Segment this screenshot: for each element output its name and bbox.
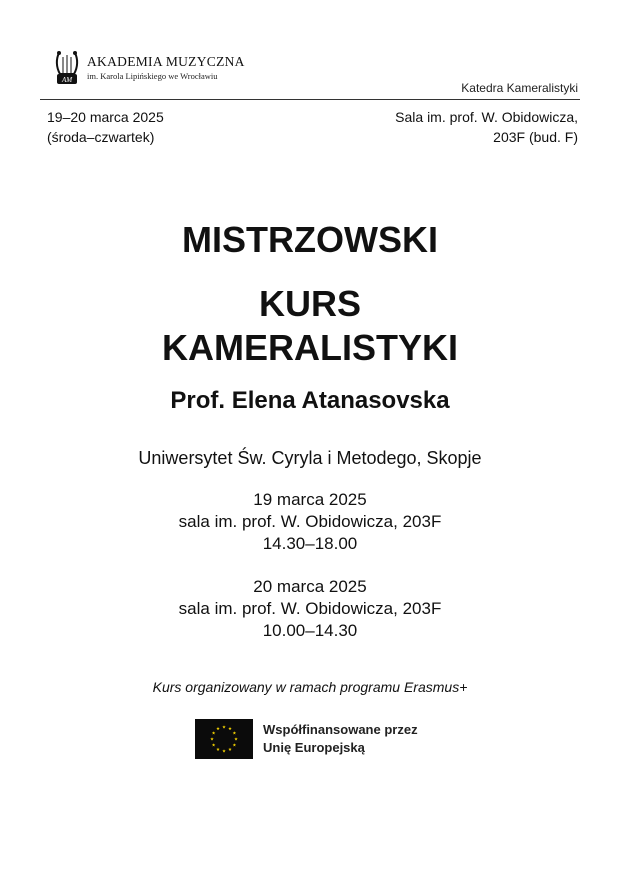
erasmus-note: Kurs organizowany w ramach programu Erasmus+	[152, 679, 468, 695]
event-venue	[395, 107, 578, 147]
eu-star-icon	[228, 727, 231, 730]
eu-badge-text	[263, 721, 418, 757]
eu-star-icon	[216, 748, 219, 751]
university-name: Uniwersytet Św. Cyryla i Metodego, Skopje	[138, 448, 482, 468]
lecturer-name: Prof. Elena Atanasovska	[170, 387, 450, 414]
session-time: 14.30–18.00	[262, 534, 358, 553]
eu-star-icon	[216, 727, 219, 730]
event-dates	[47, 107, 164, 147]
department-name: Katedra Kameralistyki	[461, 81, 578, 95]
session-1	[0, 489, 620, 555]
lyre-logo-icon	[53, 49, 81, 87]
session-2	[0, 576, 620, 642]
title-line-2: KURS	[258, 283, 361, 324]
venue-line-2: 203F (bud. F)	[493, 129, 578, 145]
institution-subtitle: im. Karola Lipińskiego we Wrocławiu	[87, 71, 218, 81]
eu-star-icon	[228, 748, 231, 751]
eu-star-icon	[234, 737, 237, 740]
event-days: (środa–czwartek)	[47, 129, 155, 145]
eu-star-icon	[222, 749, 225, 752]
eu-cofunding-badge	[195, 719, 418, 759]
eu-star-icon	[210, 737, 213, 740]
title-line-3: KAMERALISTYKI	[162, 327, 458, 368]
session-date: 19 marca 2025	[253, 490, 367, 509]
header-divider	[40, 99, 580, 100]
session-time: 10.00–14.30	[262, 621, 358, 640]
title-line-1: MISTRZOWSKI	[182, 219, 438, 260]
institution-name: AKADEMIA MUZYCZNA	[87, 54, 245, 69]
svg-text:AM: AM	[61, 76, 73, 84]
eu-badge-line-2: Unię Europejską	[263, 740, 365, 755]
academy-logo	[53, 49, 245, 87]
eu-star-icon	[233, 731, 236, 734]
eu-star-icon	[233, 743, 236, 746]
eu-flag-icon	[195, 719, 253, 759]
session-date: 20 marca 2025	[253, 577, 367, 596]
eu-star-icon	[222, 725, 225, 728]
event-date-range: 19–20 marca 2025	[47, 109, 164, 125]
eu-badge-line-1: Współfinansowane przez	[263, 722, 418, 737]
eu-star-icon	[212, 743, 215, 746]
session-room: sala im. prof. W. Obidowicza, 203F	[178, 512, 442, 531]
eu-stars-ring	[195, 719, 253, 759]
session-room: sala im. prof. W. Obidowicza, 203F	[178, 599, 442, 618]
venue-line-1: Sala im. prof. W. Obidowicza,	[395, 109, 578, 125]
eu-star-icon	[212, 731, 215, 734]
